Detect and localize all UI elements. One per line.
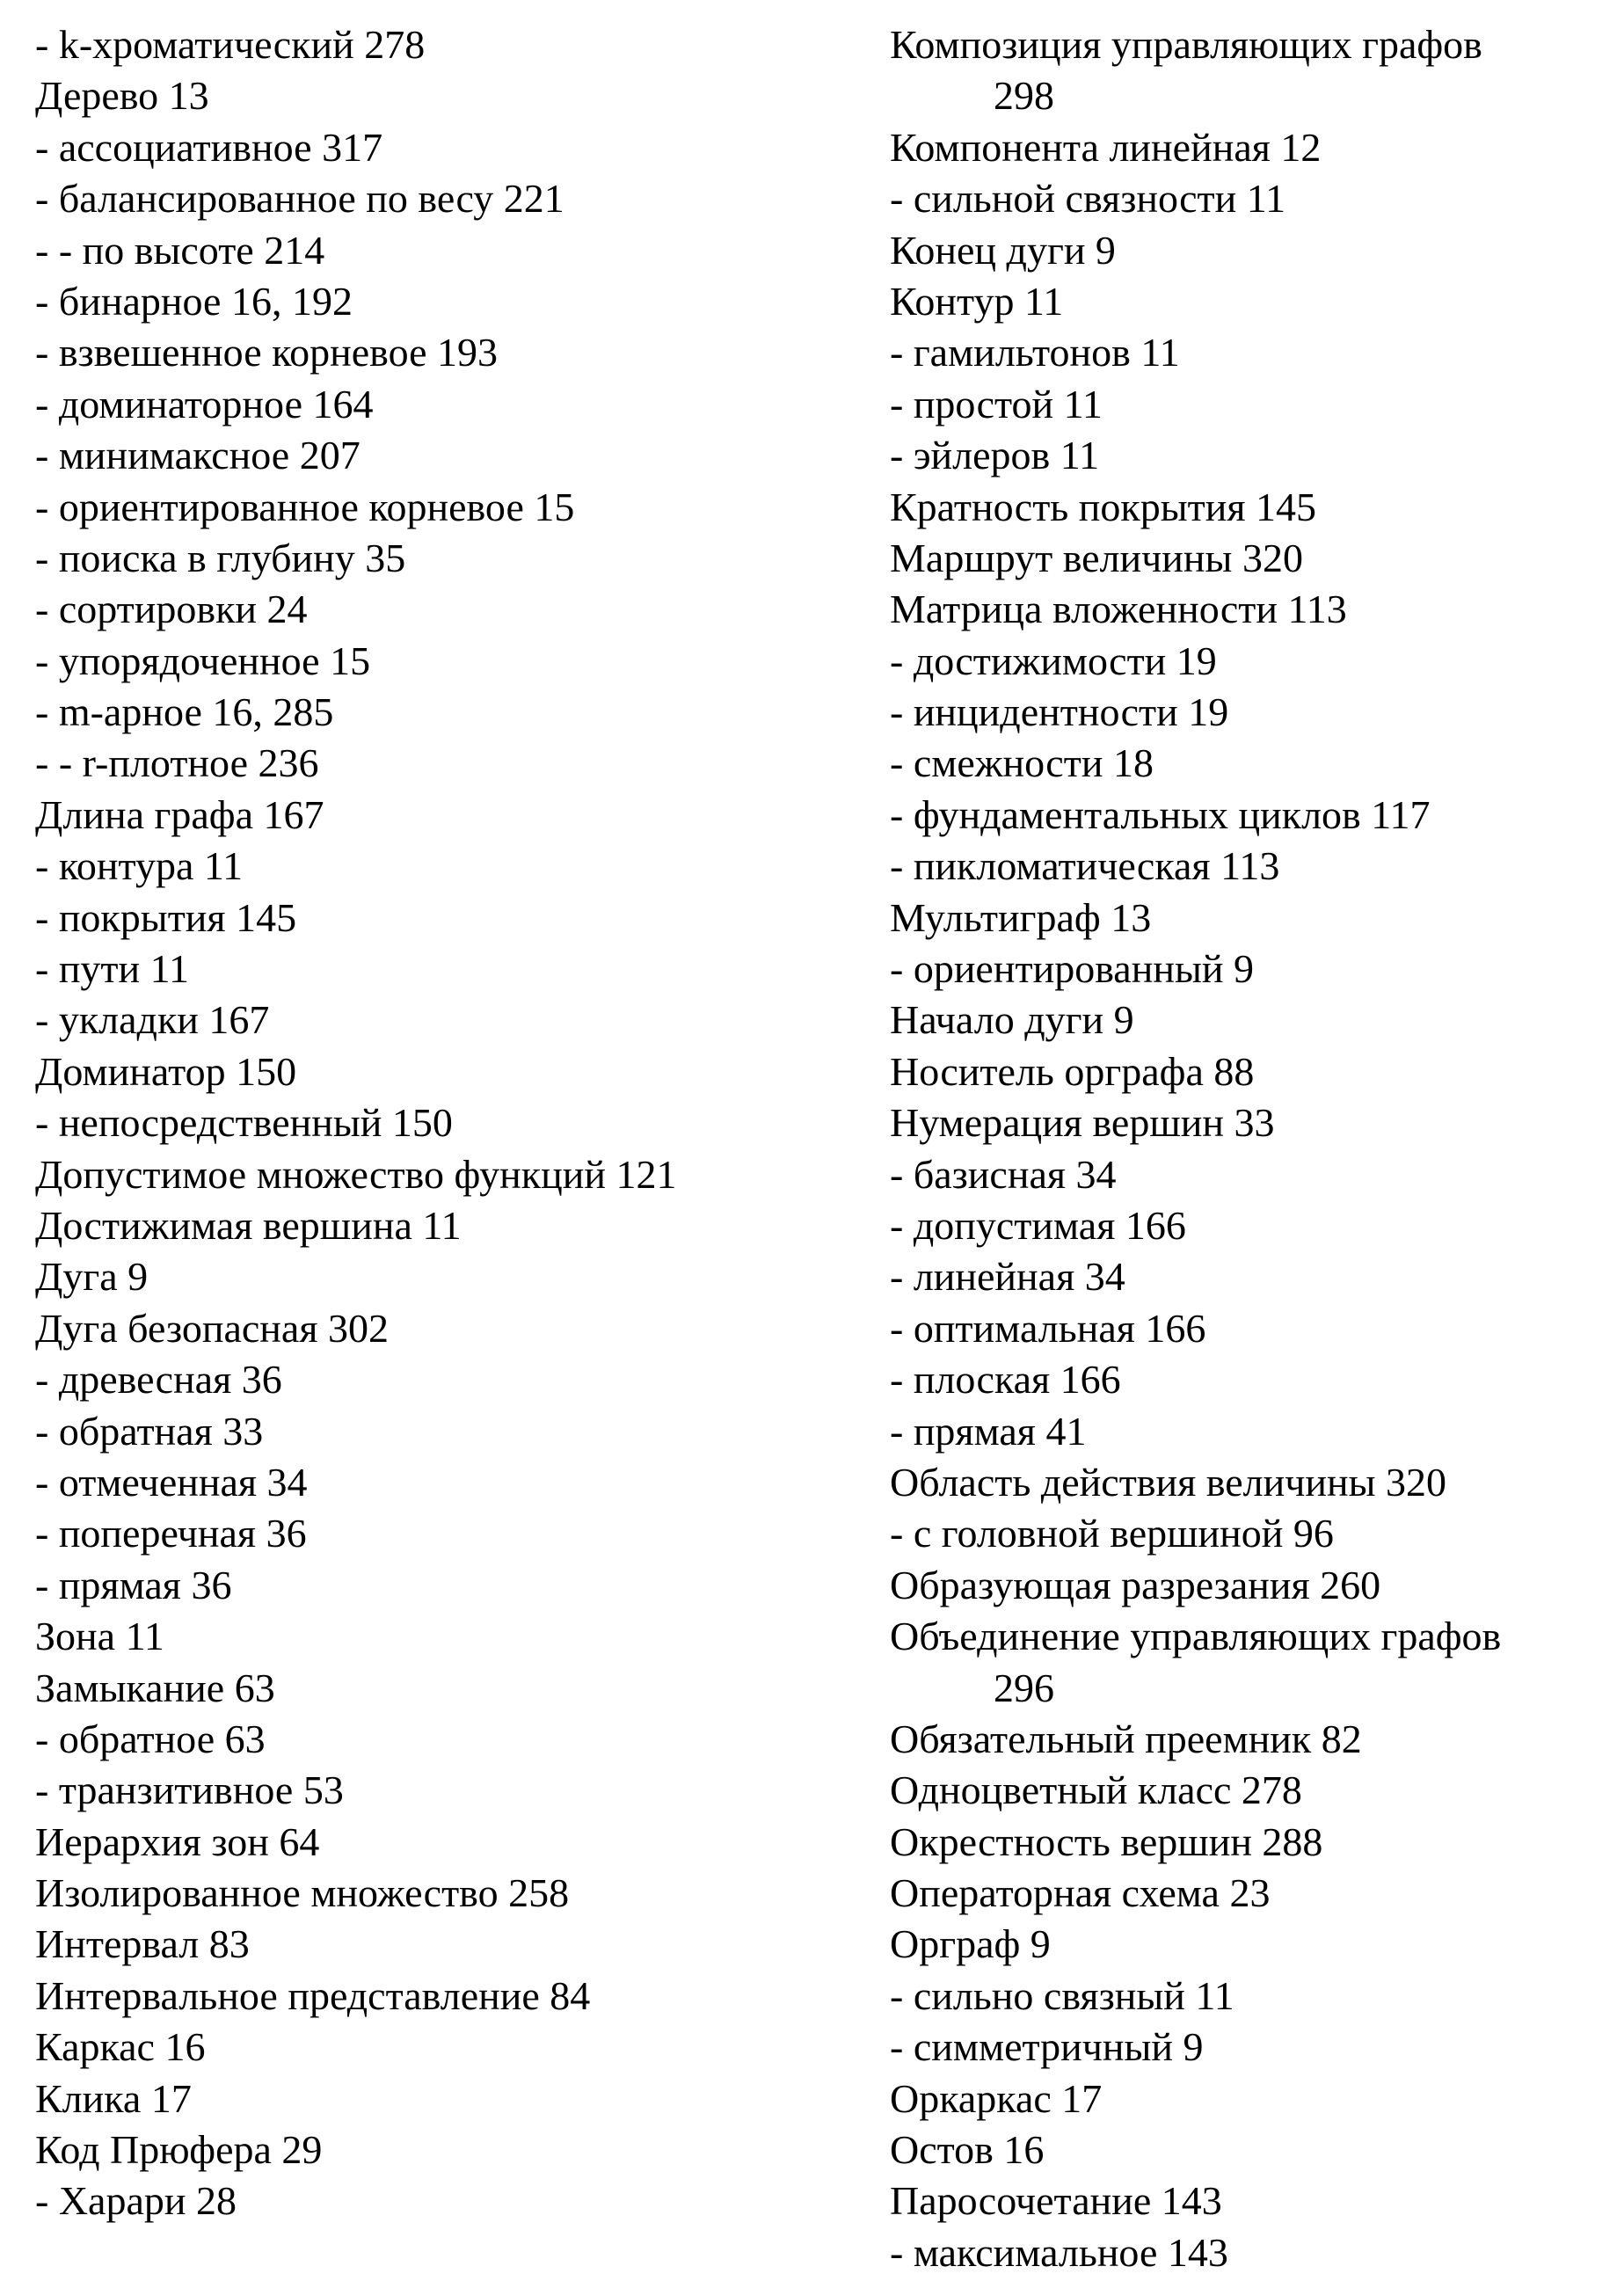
index-entry: - прямая 41 (890, 1408, 1087, 1454)
index-entry: - максимальное 143 (890, 2229, 1228, 2275)
index-entry: - минимаксное 207 (35, 433, 360, 478)
index-entry: - прямая 36 (35, 1562, 232, 1607)
index-entry: - базисная 34 (890, 1151, 1117, 1197)
index-entry: - с головной вершиной 96 (890, 1511, 1334, 1556)
index-entry: Изолированное множество 258 (35, 1870, 570, 1916)
index-entry: Достижимая вершина 11 (35, 1202, 462, 1248)
index-entry: Окрестность вершин 288 (890, 1818, 1323, 1864)
index-entry: Интервал 83 (35, 1921, 250, 1967)
index-entry: Образующая разрезания 260 (890, 1562, 1381, 1607)
index-entry: - сильной связности 11 (890, 176, 1286, 222)
index-entry: - гамильтонов 11 (890, 330, 1180, 375)
index-entry: - бинарное 16, 192 (35, 278, 353, 324)
index-entry: - пути 11 (35, 946, 189, 992)
index-entry-continuation: 296 (994, 1665, 1054, 1710)
index-entry: Кратность покрытия 145 (890, 484, 1317, 529)
index-entry: - сортировки 24 (35, 587, 308, 632)
index-entry: - плоская 166 (890, 1357, 1121, 1403)
index-entry: Мультиграф 13 (890, 894, 1152, 940)
index-entry: Начало дуги 9 (890, 997, 1134, 1043)
index-entry: Интервальное представление 84 (35, 1972, 591, 2018)
index-column-right (890, 19, 1611, 2278)
index-entry: Иерархия зон 64 (35, 1818, 320, 1864)
index-entry: Обязательный преемник 82 (890, 1716, 1362, 1761)
index-entry: - - по высоте 214 (35, 227, 325, 273)
index-entry: - обратная 33 (35, 1408, 264, 1454)
index-entry: - древесная 36 (35, 1357, 282, 1403)
index-entry: - сильно связный 11 (890, 1972, 1234, 2018)
index-entry: Объединение управляющих графов (890, 1614, 1502, 1659)
index-entry: - укладки 167 (35, 997, 270, 1043)
index-entry: - достижимости 19 (890, 638, 1217, 683)
index-entry: - ассоциативное 317 (35, 124, 383, 170)
index-entry: - поиска в глубину 35 (35, 535, 406, 580)
index-entry: - доминаторное 164 (35, 381, 374, 426)
index-entry: - простой 11 (890, 381, 1103, 426)
index-entry: - отмеченная 34 (35, 1459, 308, 1505)
index-entry: Замыкание 63 (35, 1665, 275, 1710)
index-entry: Допустимое множество функций 121 (35, 1151, 677, 1197)
index-entry: - допустимая 166 (890, 1202, 1186, 1248)
index-entry: Композиция управляющих графов (890, 22, 1482, 67)
index-entry: Конец дуги 9 (890, 227, 1116, 273)
index-entry: - пикломатическая 113 (890, 843, 1280, 889)
index-entry: Маршрут величины 320 (890, 535, 1303, 580)
index-entry: - непосредственный 150 (35, 1100, 453, 1146)
index-entry: - симметричный 9 (890, 2024, 1204, 2070)
index-entry: Длина графа 167 (35, 791, 324, 837)
index-entry: Контур 11 (890, 278, 1064, 324)
index-entry: Компонента линейная 12 (890, 124, 1322, 170)
index-entry: - оптимальная 166 (890, 1305, 1206, 1351)
index-entry-continuation: 298 (994, 73, 1054, 119)
index-entry: - покрытия 145 (35, 894, 297, 940)
index-entry: - инцидентности 19 (890, 689, 1229, 735)
index-entry: - k-хроматический 278 (35, 22, 426, 67)
index-entry: Матрица вложенности 113 (890, 587, 1347, 632)
index-entry: Паросочетание 143 (890, 2178, 1222, 2224)
index-entry: - обратное 63 (35, 1716, 266, 1761)
index-entry: - - r-плотное 236 (35, 740, 319, 786)
index-entry: Дерево 13 (35, 73, 209, 119)
index-entry: - ориентированное корневое 15 (35, 484, 575, 529)
index-entry: Область действия величины 320 (890, 1459, 1447, 1505)
index-entry: Орграф 9 (890, 1921, 1051, 1967)
index-entry: Оркаркас 17 (890, 2075, 1103, 2121)
index-entry: Доминатор 150 (35, 1048, 297, 1094)
index-entry: Дуга безопасная 302 (35, 1305, 389, 1351)
index-entry: - поперечная 36 (35, 1511, 307, 1556)
index-entry: - взвешенное корневое 193 (35, 330, 499, 375)
index-entry: - эйлеров 11 (890, 433, 1100, 478)
index-entry: Зона 11 (35, 1614, 164, 1659)
index-entry: Одноцветный класс 278 (890, 1767, 1302, 1813)
index-entry: Клика 17 (35, 2075, 192, 2121)
index-entry: Остов 16 (890, 2127, 1045, 2173)
index-entry: - упорядоченное 15 (35, 638, 371, 683)
index-entry: - линейная 34 (890, 1254, 1125, 1300)
index-entry: - балансированное по весу 221 (35, 176, 564, 222)
index-entry: - контура 11 (35, 843, 244, 889)
index-entry: Каркас 16 (35, 2024, 206, 2070)
index-entry: - смежности 18 (890, 740, 1154, 786)
index-entry: Дуга 9 (35, 1254, 149, 1300)
index-entry: Код Прюфера 29 (35, 2127, 323, 2173)
index-entry: - ориентированный 9 (890, 946, 1254, 992)
index-entry: - m-арное 16, 285 (35, 689, 334, 735)
index-entry: - Харари 28 (35, 2178, 237, 2224)
index-entry: - транзитивное 53 (35, 1767, 344, 1813)
index-entry: Нумерация вершин 33 (890, 1100, 1275, 1146)
index-column-left (35, 19, 862, 2227)
index-entry: Носитель орграфа 88 (890, 1048, 1255, 1094)
index-entry: - фундаментальных циклов 117 (890, 791, 1431, 837)
index-entry: Операторная схема 23 (890, 1870, 1271, 1916)
